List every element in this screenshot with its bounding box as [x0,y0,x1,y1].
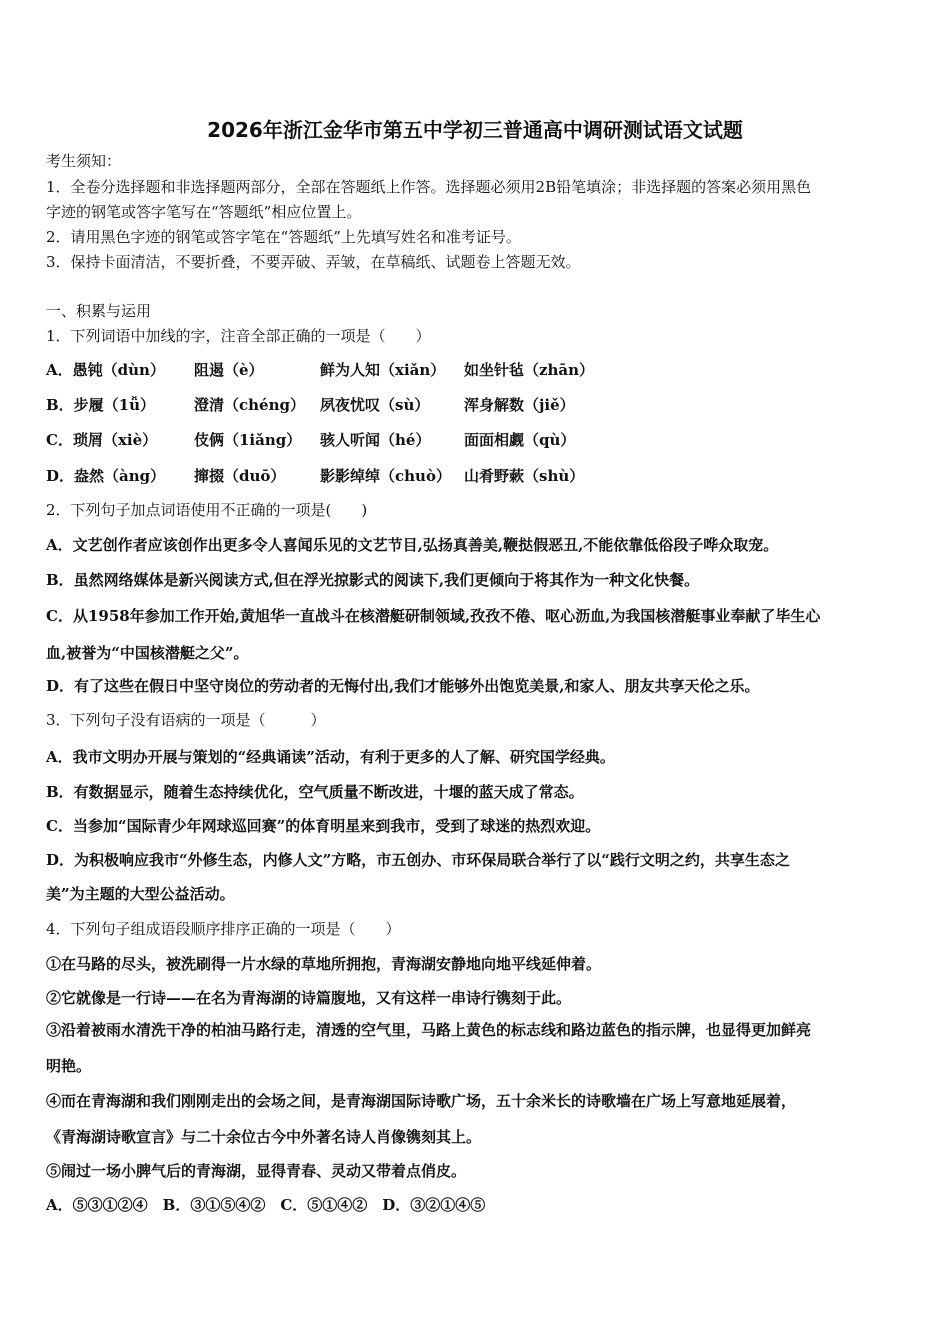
option-item: A．愚钝（dùn） [46,361,165,379]
question-1-option-b [46,394,916,414]
option-item: 阻遏（è） [194,361,264,379]
question-3-stem: 3．下列句子没有语病的一项是（ ） [46,711,326,729]
sentence-3-cont: 明艳。 [46,1057,92,1075]
section-heading: 一、积累与运用 [46,302,152,320]
question-3-option-d: D．为积极响应我市“外修生态，内修人文”方略，市五创办、市环保局联合举行了以“践行文明之约，共享生态之 [46,851,790,869]
sentence-2: ②它就像是一行诗——在名为青海湖的诗篇腹地，又有这样一串诗行镌刻于此。 [46,989,572,1007]
question-1-option-a [46,359,916,379]
option-item: C．琐屑（xiè） [46,431,158,449]
question-2-stem: 2．下列句子加点词语使用不正确的一项是( ) [46,501,368,519]
sentence-3: ③沿着被雨水清洗干净的柏油马路行走，清透的空气里，马路上黄色的标志线和路边蓝色的指示牌，也显得更加鲜亮 [46,1021,812,1039]
option-item: 鲜为人知（xiǎn） [320,361,446,379]
question-4-stem: 4．下列句子组成语段顺序排序正确的一项是（ ） [46,920,401,938]
question-1-stem: 1．下列词语中加线的字，注音全部正确的一项是（ ） [46,327,431,345]
option-item: B．步履（1ǚ） [46,396,156,414]
option-item: 撺掇（duō） [194,467,286,485]
sentence-4-cont: 《青海湖诗歌宣言》与二十余位古今中外著名诗人肖像镌刻其上。 [46,1128,482,1146]
sentence-1: ①在马路的尽头，被洗刷得一片水绿的草地所拥抱，青海湖安静地向地平线延伸着。 [46,955,602,973]
option-item: 影影绰绰（chuò） [320,467,451,485]
option-item: 夙夜忧叹（sù） [320,396,430,414]
option-item: D．盎然（àng） [46,467,166,485]
sentence-4: ④而在青海湖和我们刚刚走出的会场之间，是青海湖国际诗歌广场，五十余米长的诗歌墙在广场上写意地延展着， [46,1092,797,1110]
question-1-option-c [46,429,916,449]
option-item: 澄清（chéng） [194,396,305,414]
question-4-options: A．⑤③①②④ B．③①⑤④② C．⑤①④② D．③②①④⑤ [46,1196,486,1214]
question-2-option-a: A．文艺创作者应该创作出更多令人喜闻乐见的文艺节目,弘扬真善美,鞭挞假恶丑,不能依靠低俗段子哗众取宠。 [46,536,779,554]
notice-line: 字迹的钢笔或答字笔写在“答题纸”相应位置上。 [46,203,362,221]
option-item: 浑身解数（jiě） [464,396,575,414]
option-item: 山肴野蔌（shù） [464,467,585,485]
notice-heading: 考生须知： [46,152,122,170]
notice-line: 2．请用黑色字迹的钢笔或答字笔在“答题纸”上先填写姓名和准考证号。 [46,228,521,246]
page-title: 2026年浙江金华市第五中学初三普通高中调研测试语文试题 [207,118,743,142]
sentence-5: ⑤闹过一场小脾气后的青海湖，显得青春、灵动又带着点俏皮。 [46,1162,467,1180]
question-2-option-d: D．有了这些在假日中坚守岗位的劳动者的无悔付出,我们才能够外出饱览美景,和家人、朋友共享天伦之乐。 [46,677,760,695]
option-item: 伎俩（1iǎng） [194,431,302,449]
question-3-option-d-cont: 美”为主题的大型公益活动。 [46,885,235,903]
question-3-option-c: C．当参加“国际青少年网球巡回赛”的体育明星来到我市，受到了球迷的热烈欢迎。 [46,817,601,835]
question-3-option-b: B．有数据显示，随着生态持续优化，空气质量不断改进，十堰的蓝天成了常态。 [46,783,584,801]
notice-line: 1．全卷分选择题和非选择题两部分，全部在答题纸上作答。选择题必须用2B铅笔填涂；非选择题的答案必须用黑色 [46,178,812,196]
question-3-option-a: A．我市文明办开展与策划的“经典诵读”活动，有利于更多的人了解、研究国学经典。 [46,748,615,766]
option-item: 骇人听闻（hé） [320,431,431,449]
question-1-option-d [46,465,916,485]
option-item: 面面相觑（qù） [464,431,576,449]
question-2-option-c-cont: 血,被誉为“中国核潜艇之父”。 [46,644,249,662]
question-2-option-b: B．虽然网络媒体是新兴阅读方式,但在浮光掠影式的阅读下,我们更倾向于将其作为一种文化快餐。 [46,571,700,589]
option-item: 如坐针毡（zhān） [464,361,595,379]
question-2-option-c: C．从1958年参加工作开始,黄旭华一直战斗在核潜艇研制领域,孜孜不倦、呕心沥血,为我国核潜艇事业奉献了毕生心 [46,607,821,625]
notice-line: 3．保持卡面清洁，不要折叠，不要弄破、弄皱，在草稿纸、试题卷上答题无效。 [46,253,581,271]
